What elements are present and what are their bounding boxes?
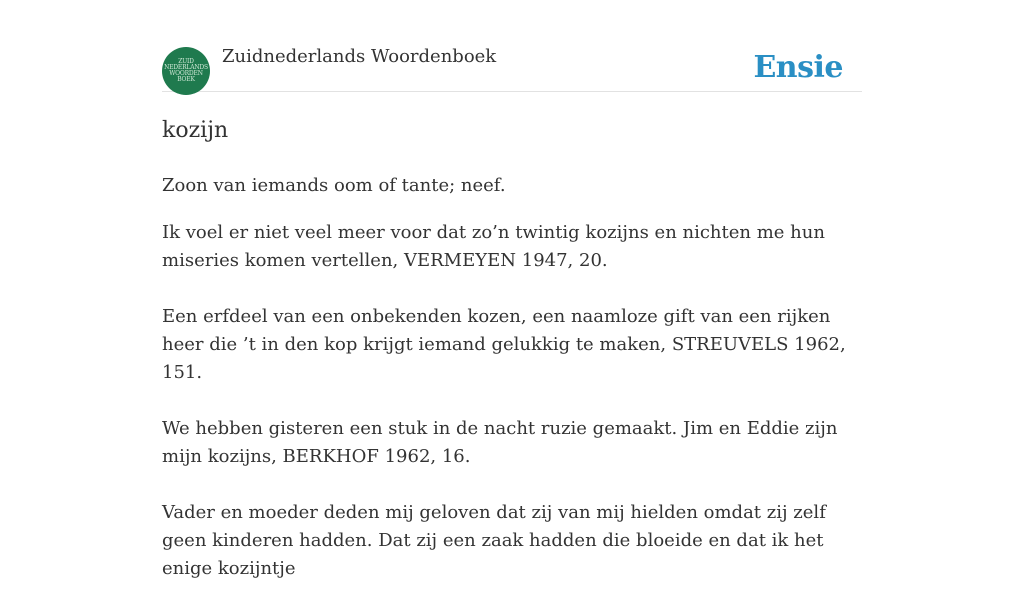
entry-example: Vader en moeder deden mij geloven dat zij van mij hielden omdat zij zelf geen kinderen hadden. Dat zij een zaak hadden die bloeide en dat ik het enige kozijntje <box>162 502 826 579</box>
logo-text-line: BOEK <box>177 76 195 83</box>
logo-text-line: ZUID <box>178 58 194 65</box>
source-title[interactable]: Zuidnederlands Woordenboek <box>222 46 497 67</box>
entry-example: Ik voel er niet veel meer voor dat zo’n twintig kozijns en nichten me hun miseries komen vertellen, VERMEYEN 1947, 20. <box>162 222 825 271</box>
entry-definition: Zoon van iemands oom of tante; neef. <box>162 175 506 196</box>
entry-example: Een erfdeel van een onbekenden kozen, een naamloze gift van een rijken heer die ’t in den kop krijgt iemand gelukkig te maken, STREUVELS 1962, 151. <box>162 306 846 383</box>
entry-headword: kozijn <box>162 118 229 143</box>
dictionary-logo[interactable] <box>162 47 210 95</box>
entry-example: We hebben gisteren een stuk in de nacht ruzie gemaakt. Jim en Eddie zijn mijn kozijns, BERKHOF 1962, 16. <box>162 418 838 467</box>
logo-text-line: WOORDEN <box>169 70 203 77</box>
logo-text-line: NEDERLANDS <box>164 64 208 71</box>
page-header <box>162 40 862 92</box>
ensie-brand-logo[interactable]: Ensie <box>753 50 843 85</box>
entry-content <box>162 114 862 611</box>
